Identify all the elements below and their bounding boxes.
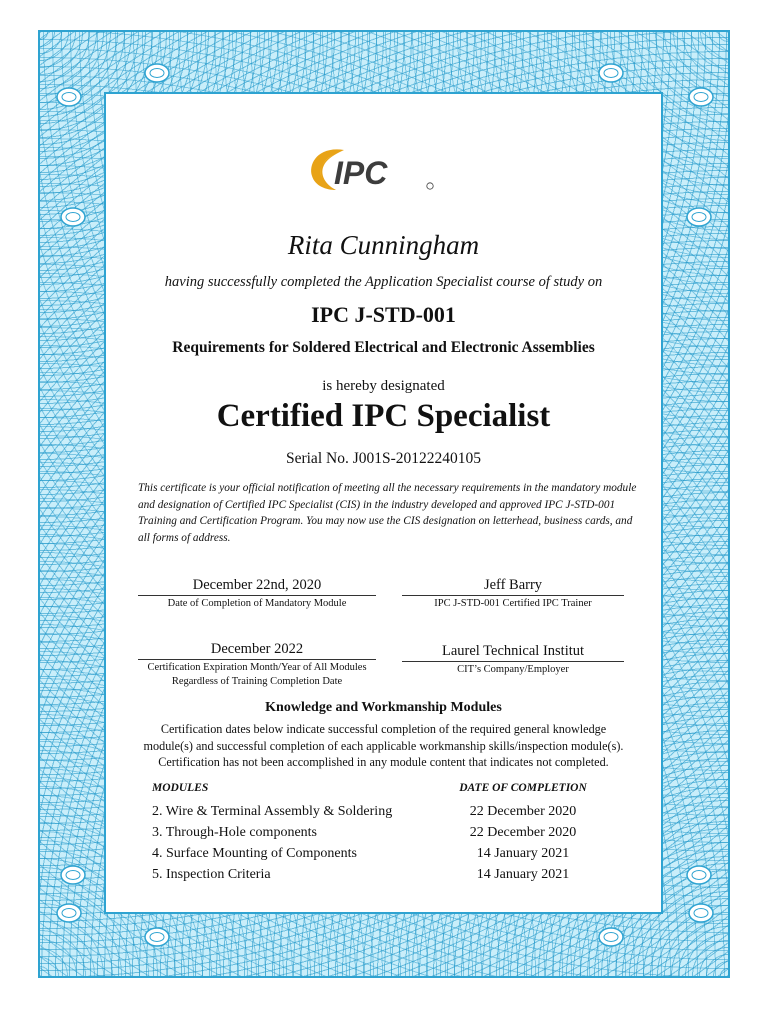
modules-description: [106, 721, 661, 771]
completion-date-label: Date of Completion of Mandatory Module: [167, 598, 347, 609]
modules-heading: Knowledge and Workmanship Modules: [265, 700, 502, 715]
company-field: [402, 642, 624, 677]
ipc-seal-icon: [598, 924, 624, 950]
standard-code: IPC J-STD-001: [311, 302, 456, 327]
expiration-value: December 2022: [210, 641, 304, 657]
company-value: Laurel Technical Institut: [441, 643, 585, 659]
trainer-label: IPC J-STD-001 Certified IPC Trainer: [434, 598, 592, 609]
ipc-seal-icon: [56, 900, 82, 926]
column-header-date: DATE OF COMPLETION: [459, 782, 587, 794]
modules-description-line: Certification dates below indicate successful completion of the required general knowledge: [160, 722, 607, 736]
ipc-seal-icon: [144, 924, 170, 950]
expiration-label-line1: Certification Expiration Month/Year of All Modules: [147, 662, 367, 673]
ipc-seal-icon: [688, 84, 714, 110]
modules-table: [152, 782, 612, 888]
signature-line: [138, 659, 376, 660]
table-row: [152, 804, 612, 825]
module-name: 2. Wire & Terminal Assembly & Soldering: [152, 804, 393, 819]
designated-text: is hereby designated: [322, 378, 445, 394]
trainer-field: [402, 576, 624, 611]
ipc-seal-icon: [144, 60, 170, 86]
column-header-modules: MODULES: [152, 782, 209, 794]
module-date: 22 December 2020: [469, 804, 577, 819]
expiration-label-line2: Regardless of Training Completion Date: [171, 676, 343, 687]
module-name: 5. Inspection Criteria: [152, 867, 271, 882]
signature-line: [402, 661, 624, 662]
table-row: [152, 825, 612, 846]
ipc-seal-icon: [60, 862, 86, 888]
certificate-body: [104, 92, 663, 914]
module-date: 22 December 2020: [469, 825, 577, 840]
certificate-notice: This certificate is your official notification of meeting all the necessary requirements in the mandatory module and designation of Certified IPC Specialist (CIS) in the industry developed and approved IPC J-STD-001 Training and Certification Program. You may now use the CIS designation on letterhead, business cards, and all forms of address.: [138, 482, 637, 544]
expiration-field: [138, 640, 376, 689]
trainer-value: Jeff Barry: [483, 577, 543, 593]
table-row: [152, 846, 612, 867]
ipc-seal-icon: [688, 900, 714, 926]
ipc-seal-icon: [56, 84, 82, 110]
signature-line: [402, 595, 624, 596]
completion-date-field: [138, 576, 376, 611]
signature-line: [138, 595, 376, 596]
table-row: [152, 867, 612, 888]
completion-statement: having successfully completed the Application Specialist course of study on: [164, 274, 603, 290]
ipc-seal-icon: [686, 862, 712, 888]
completion-date-value: December 22nd, 2020: [192, 577, 322, 593]
ipc-seal-icon: [60, 204, 86, 230]
modules-description-line: Certification has not been accomplished in any module content that indicates not completed.: [158, 755, 609, 769]
ipc-logo-text: IPC: [334, 155, 388, 191]
serial-number: Serial No. J001S-20122240105: [285, 450, 482, 467]
ipc-seal-icon: [598, 60, 624, 86]
ipc-seal-icon: [686, 204, 712, 230]
module-name: 3. Through-Hole components: [152, 825, 317, 840]
company-label: CIT’s Company/Employer: [457, 664, 569, 675]
module-date: 14 January 2021: [476, 867, 570, 882]
certificate-title: Certified IPC Specialist: [216, 398, 551, 434]
module-date: 14 January 2021: [476, 846, 570, 861]
standard-title: Requirements for Soldered Electrical and Electronic Assemblies: [172, 339, 595, 356]
modules-table-header: [152, 782, 612, 804]
module-name: 4. Surface Mounting of Components: [152, 846, 357, 861]
ipc-logo-icon: [306, 144, 436, 196]
recipient-name: Rita Cunningham: [287, 230, 480, 260]
modules-description-line: module(s) and successful completion of each applicable workmanship skills/inspection module(s).: [143, 738, 624, 753]
